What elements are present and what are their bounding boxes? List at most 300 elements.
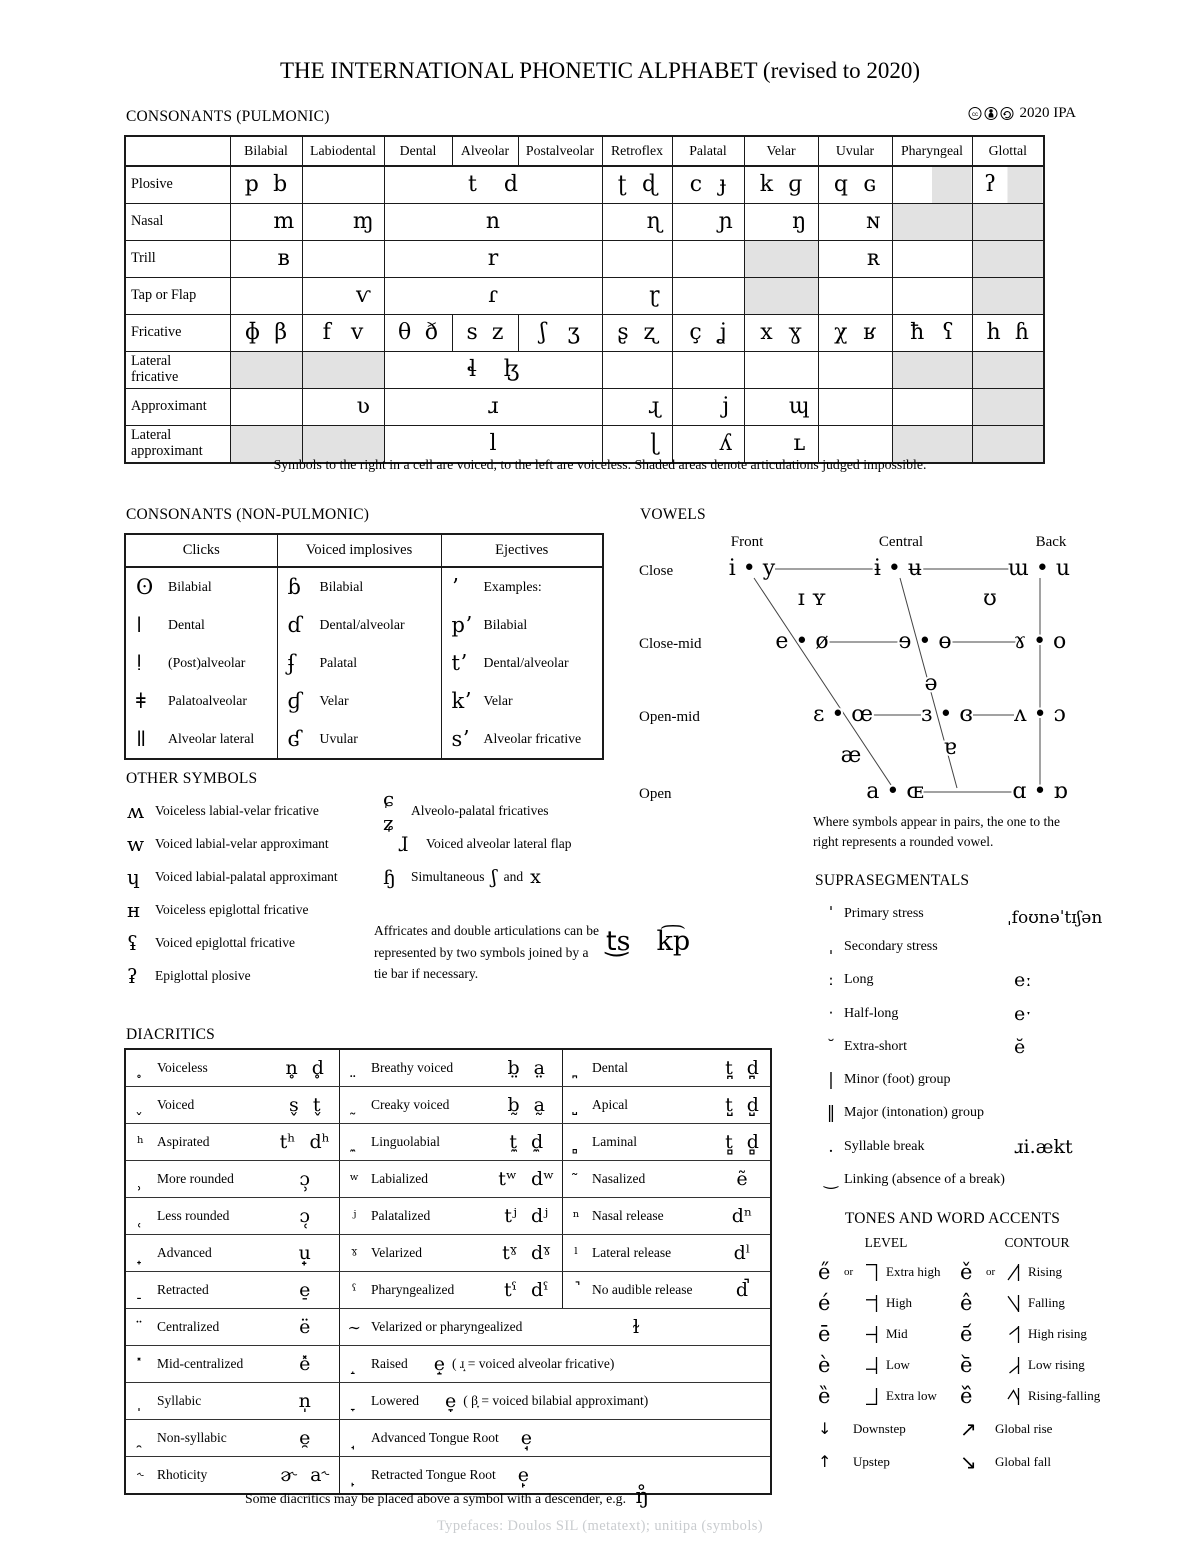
symbol-label: Examples: xyxy=(483,579,542,594)
pulmonic-column-header: Postalveolar xyxy=(518,136,602,166)
diacritic-mark: ̟ xyxy=(125,1235,155,1272)
ipa-symbol: ǃ xyxy=(136,651,143,675)
vowel-symbol: ɑ • ɒ xyxy=(1012,779,1068,804)
license-line xyxy=(968,105,1076,122)
diacritic-label: Nasal release xyxy=(590,1198,714,1235)
nonpulmonic-header-row xyxy=(125,534,603,567)
ipa-symbol: ʛ xyxy=(287,727,302,751)
diacritic-label: Advanced xyxy=(155,1235,271,1272)
suprasegmental-item xyxy=(818,1130,1130,1163)
symbol-label: Minor (foot) group xyxy=(844,1072,951,1088)
level-subheading: LEVEL xyxy=(864,1235,908,1250)
pulmonic-cell xyxy=(972,204,1044,241)
symbol-label: Palatoalveolar xyxy=(168,693,247,708)
diacritic-mark: ̃ xyxy=(562,1161,590,1198)
ipa-symbol: pʼ xyxy=(451,613,472,637)
pulmonic-cell-content xyxy=(745,204,818,240)
tone-example-letter: e̋ xyxy=(818,1260,831,1284)
tone-label: Global fall xyxy=(995,1453,1051,1469)
ipa-symbol: ʙ xyxy=(277,246,290,271)
ipa-symbol: n xyxy=(485,209,501,234)
diacritic-mark: ̬ xyxy=(125,1087,155,1124)
ipa-symbol: ɗ xyxy=(287,613,302,637)
vowel-backness-label: Central xyxy=(878,534,924,550)
diacritic-mark: ̤ xyxy=(339,1049,369,1087)
other-symbol-item xyxy=(127,926,379,959)
tone-row xyxy=(960,1257,1112,1287)
symbol-label: Primary stress xyxy=(844,905,924,921)
ipa-symbol: x xyxy=(530,865,541,888)
ipa-symbol: ʈ xyxy=(617,172,627,197)
diacritic-example: t̼ d̼ xyxy=(491,1124,562,1161)
diacritic-mark: ̩ xyxy=(125,1383,155,1420)
pulmonic-cell xyxy=(302,278,384,315)
pulmonic-cell xyxy=(892,389,972,426)
tone-arrow-icon: ↑ xyxy=(818,1452,832,1471)
diacritic-label: Aspirated xyxy=(155,1124,271,1161)
diacritic-label: Labialized xyxy=(369,1161,491,1198)
ipa-symbol: f xyxy=(322,320,331,345)
symbol-label: Voiced labial-palatal approximant xyxy=(155,868,338,884)
pulmonic-row xyxy=(125,352,1044,389)
pulmonic-row-label: Approximant xyxy=(125,389,230,426)
tone-low-icon xyxy=(864,1355,879,1376)
pulmonic-column-header: Pharyngeal xyxy=(892,136,972,166)
symbol-label: Voiced labial-velar approximant xyxy=(155,835,329,851)
pulmonic-cell-content xyxy=(819,167,892,203)
pulmonic-cell-content xyxy=(603,204,672,240)
symbol-label: Long xyxy=(844,972,874,988)
pulmonic-cell-content xyxy=(973,167,1044,203)
pulmonic-cell xyxy=(230,315,302,352)
pulmonic-cell xyxy=(602,352,672,389)
diacritic-mark: ⁿ xyxy=(562,1198,590,1235)
other-symbol-item xyxy=(127,860,379,893)
suprasegmental-item xyxy=(818,997,1130,1030)
diacritic-example: tʰ dʰ xyxy=(271,1124,339,1161)
diacritic-mark: ̝ xyxy=(339,1346,369,1383)
ipa-symbol: ʃ xyxy=(540,320,547,345)
ipa-symbol: sʼ xyxy=(451,727,469,751)
diacritic-mark: ˡ xyxy=(562,1235,590,1272)
pulmonic-cell xyxy=(818,204,892,241)
diacritic-example: e̙ xyxy=(517,1464,530,1486)
nonpulmonic-column-header: Ejectives xyxy=(441,534,603,567)
pulmonic-column-header: Velar xyxy=(744,136,818,166)
pulmonic-row-label: Trill xyxy=(125,241,230,278)
pulmonic-cell-content xyxy=(603,315,672,351)
tone-row xyxy=(960,1288,1112,1318)
diacritic-mark: ʲ xyxy=(339,1198,369,1235)
suprasegmental-item xyxy=(818,1063,1130,1096)
pulmonic-cell xyxy=(672,352,744,389)
symbol-label: Alveolar fricative xyxy=(483,731,582,746)
diacritic-example: e̽ xyxy=(271,1346,339,1383)
diacritics-row xyxy=(125,1420,771,1457)
or-text: or xyxy=(986,1266,996,1278)
pulmonic-cell xyxy=(302,204,384,241)
pulmonic-row xyxy=(125,278,1044,315)
nonpulmonic-cell-content xyxy=(127,651,276,675)
pulmonic-cell-content xyxy=(519,315,602,351)
pulmonic-cell-content xyxy=(303,389,384,425)
diacritic-label: Linguolabial xyxy=(369,1124,491,1161)
contour-subheading: CONTOUR xyxy=(1004,1235,1070,1250)
suprasegmental-mark: ‖ xyxy=(826,1103,836,1124)
ipa-symbol: ʝ xyxy=(718,320,727,345)
vowel-backness-label: Back xyxy=(1035,534,1067,550)
diacritic-mark: ̜ xyxy=(125,1198,155,1235)
diacritic-mark: ̯ xyxy=(125,1420,155,1457)
pulmonic-cell xyxy=(972,352,1044,389)
pulmonic-cell xyxy=(972,166,1044,204)
pulmonic-cell xyxy=(602,166,672,204)
symbol-label: Bilabial xyxy=(319,579,364,594)
tone-rising-falling-icon xyxy=(1006,1386,1021,1407)
symbol-label: Simultaneous xyxy=(411,868,485,884)
pulmonic-cell-content xyxy=(673,204,744,240)
pulmonic-row-label: Fricative xyxy=(125,315,230,352)
diacritic-note: ( ɹ̝ = voiced alveolar fricative) xyxy=(452,1356,615,1371)
nonpulmonic-row xyxy=(125,644,603,682)
pulmonic-column-header: Alveolar xyxy=(452,136,518,166)
diacritic-label: Dental xyxy=(590,1049,714,1087)
pulmonic-cell-content xyxy=(231,241,302,277)
diacritic-example: e̯ xyxy=(271,1420,339,1457)
diacritic-label: Raised xyxy=(371,1355,408,1371)
ipa-symbol: z xyxy=(491,320,504,345)
vowel-symbol: ɛ • œ xyxy=(812,702,874,727)
ipa-symbol: l xyxy=(489,431,497,456)
symbol-label: Linking (absence of a break) xyxy=(844,1172,1005,1188)
tone-label: Upstep xyxy=(853,1453,890,1469)
nonpulmonic-cell xyxy=(125,567,277,606)
pulmonic-column-header: Glottal xyxy=(972,136,1044,166)
ipa-symbol: ɸ xyxy=(244,320,261,345)
diacritic-label: Velarized xyxy=(369,1235,491,1272)
nonpulmonic-cell-content xyxy=(279,689,440,713)
pulmonic-corner-cell xyxy=(125,136,230,166)
nonpulmonic-cell-content xyxy=(443,689,602,713)
tone-extra-high-icon xyxy=(864,1262,879,1283)
suprasegmental-item xyxy=(818,930,1130,963)
ipa-symbol: ð xyxy=(424,320,438,345)
symbol-label: Voiceless labial-velar fricative xyxy=(155,802,319,818)
ipa-symbol: ʋ xyxy=(356,394,370,419)
diacritic-label: Breathy voiced xyxy=(369,1049,491,1087)
pulmonic-cell xyxy=(744,166,818,204)
vowel-diagram xyxy=(635,530,1090,815)
ipa-symbol: ǂ xyxy=(136,689,146,713)
ipa-symbol: ʒ xyxy=(567,320,580,345)
tone-label: Rising xyxy=(1028,1264,1062,1280)
vowel-height-label: Close xyxy=(639,563,674,579)
diacritic-wide-cell xyxy=(369,1309,771,1346)
pulmonic-cell xyxy=(672,389,744,426)
symbol-label: Velar xyxy=(319,693,349,708)
nonpulmonic-cell xyxy=(277,606,441,644)
typeface-footer: Typefaces: Doulos SIL (metatext); unitipa (symbols) xyxy=(436,1518,764,1534)
diacritic-label: Less rounded xyxy=(155,1198,271,1235)
pulmonic-cell xyxy=(384,352,602,389)
pulmonic-cell xyxy=(892,166,972,204)
pulmonic-cell-content xyxy=(231,315,302,351)
nonpulmonic-cell xyxy=(441,606,603,644)
pulmonic-cell xyxy=(384,278,602,315)
pulmonic-cell-content xyxy=(819,204,892,240)
diacritics-row xyxy=(125,1235,771,1272)
diacritics-heading: DIACRITICS xyxy=(126,1026,215,1043)
pulmonic-cell-content xyxy=(673,315,744,351)
ipa-symbol: ǁ xyxy=(136,727,147,751)
nonpulmonic-cell xyxy=(125,720,277,759)
diacritics-row xyxy=(125,1309,771,1346)
diacritic-example: u̟ xyxy=(271,1235,339,1272)
nonpulmonic-cell xyxy=(277,644,441,682)
nonpulmonic-column-header: Voiced implosives xyxy=(277,534,441,567)
cc-by-sa-icons xyxy=(968,106,1014,121)
diacritic-mark: ̽ xyxy=(125,1346,155,1383)
tone-label: High xyxy=(886,1295,912,1311)
diacritics-footnote xyxy=(124,1484,770,1508)
svg-text:cc: cc xyxy=(972,112,979,118)
diacritic-label: Velarized or pharyngealized xyxy=(371,1318,523,1334)
diacritic-wide-cell xyxy=(369,1346,771,1383)
pulmonic-cell-content xyxy=(745,389,818,425)
ipa-symbol: ʘ xyxy=(136,575,154,599)
suprasegmental-item xyxy=(818,1163,1130,1196)
ipa-symbol: ʎ xyxy=(719,431,732,456)
diacritic-mark: ∼ xyxy=(339,1309,369,1346)
suprasegmental-item xyxy=(818,1097,1130,1130)
pulmonic-cell xyxy=(972,241,1044,278)
pulmonic-cell xyxy=(230,241,302,278)
ipa-symbol: ɲ xyxy=(718,209,733,234)
diacritic-label: Palatalized xyxy=(369,1198,491,1235)
ipa-symbol: ʁ xyxy=(863,320,876,345)
nonpulmonic-cell-content xyxy=(443,651,602,675)
pulmonic-cell xyxy=(302,389,384,426)
tone-row xyxy=(818,1257,966,1287)
symbol-label: Palatal xyxy=(319,655,358,670)
suprasegmentals-heading: SUPRASEGMENTALS xyxy=(815,872,970,889)
diacritic-wide-content xyxy=(369,1427,770,1449)
diacritic-example: s̬ t̬ xyxy=(271,1087,339,1124)
tone-example-letter: e᷄ xyxy=(960,1322,973,1346)
ipa-symbol: x xyxy=(760,320,773,345)
diacritic-mark: ̻ xyxy=(562,1124,590,1161)
nonpulmonic-cell-content xyxy=(279,613,440,637)
diacritics-row xyxy=(125,1198,771,1235)
ipa-symbol: p xyxy=(244,172,259,197)
tie-bar-symbol: t͜s xyxy=(606,926,631,957)
ipa-symbol: j xyxy=(722,394,730,419)
ipa-symbol: ɹ xyxy=(487,394,499,419)
nonpulmonic-cell xyxy=(125,606,277,644)
tone-row xyxy=(818,1350,966,1380)
symbol-label: Syllable break xyxy=(844,1138,925,1154)
vowel-symbol: ɜ • ɞ xyxy=(921,702,973,727)
pulmonic-cell xyxy=(744,278,818,315)
tone-high-icon xyxy=(864,1293,879,1314)
ipa-symbol: ʟ xyxy=(793,431,806,456)
pulmonic-cell xyxy=(892,315,972,352)
suprasegmental-mark: ˌ xyxy=(828,936,834,957)
pulmonic-cell xyxy=(972,315,1044,352)
pulmonic-cell xyxy=(672,315,744,352)
vowel-symbol: ə xyxy=(924,671,938,696)
pulmonic-cell xyxy=(818,278,892,315)
ipa-symbol: χ xyxy=(834,320,848,345)
ipa-symbol: q xyxy=(833,172,848,197)
pulmonic-cell xyxy=(892,278,972,315)
diacritic-example: tʷ dʷ xyxy=(491,1161,562,1198)
ipa-symbol: ʍ xyxy=(127,798,145,823)
pulmonic-row xyxy=(125,166,1044,204)
pulmonic-cell xyxy=(892,241,972,278)
symbol-label: Alveolo-palatal fricatives xyxy=(411,802,549,818)
pulmonic-row xyxy=(125,204,1044,241)
diacritics-row xyxy=(125,1272,771,1309)
vowel-symbol: ʊ xyxy=(983,586,997,611)
diacritic-example: ɚ a˞ xyxy=(271,1457,339,1495)
nonpulmonic-cell xyxy=(441,720,603,759)
nonpulmonic-cell xyxy=(441,682,603,720)
tone-arrow-icon: ↓ xyxy=(818,1419,832,1438)
pulmonic-cell xyxy=(384,241,602,278)
tone-example-letter: ě xyxy=(960,1260,973,1284)
diacritic-example: n̥ d̥ xyxy=(271,1049,339,1087)
tone-row xyxy=(960,1319,1112,1349)
descender-example-symbol: ŋ̊ xyxy=(635,1484,649,1508)
pulmonic-row-label: Lateral fricative xyxy=(125,352,230,389)
pulmonic-column-header: Uvular xyxy=(818,136,892,166)
diacritic-example: dˡ xyxy=(714,1235,771,1272)
vowel-height-label: Open xyxy=(639,786,672,802)
ipa-symbol: ʔ xyxy=(984,172,997,197)
ipa-symbol: h xyxy=(986,320,1001,345)
tone-extra-row xyxy=(818,1446,966,1477)
pulmonic-row-label: Nasal xyxy=(125,204,230,241)
pulmonic-cell xyxy=(230,389,302,426)
ipa-symbol: ɓ xyxy=(287,575,301,599)
pulmonic-heading: CONSONANTS (PULMONIC) xyxy=(126,108,330,125)
vowel-note: Where symbols appear in pairs, the one to the right represents a rounded vowel. xyxy=(813,814,1061,849)
pulmonic-cell xyxy=(672,166,744,204)
ipa-symbol: ɱ xyxy=(352,209,374,234)
symbol-label: Uvular xyxy=(319,731,358,746)
other-symbol-item xyxy=(383,827,658,860)
tone-example-letter: e᷅ xyxy=(960,1353,973,1377)
diacritic-example: t̪ d̪ xyxy=(714,1049,771,1087)
tone-label: Low xyxy=(886,1357,910,1373)
nonpulmonic-column-header: Clicks xyxy=(125,534,277,567)
pulmonic-cell-content xyxy=(603,167,672,203)
diacritics-row xyxy=(125,1346,771,1383)
pulmonic-cell-content xyxy=(303,204,384,240)
diacritic-mark: ʷ xyxy=(339,1161,369,1198)
ipa-symbol: ɢ xyxy=(863,172,877,197)
pulmonic-cell xyxy=(384,204,602,241)
ipa-symbol: v xyxy=(350,320,364,345)
ipa-symbol: ɴ xyxy=(866,209,881,234)
tone-arrow-icon: ↘ xyxy=(960,1449,977,1474)
pulmonic-cell xyxy=(302,166,384,204)
symbol-label: Bilabial xyxy=(483,617,528,632)
tone-label: Low rising xyxy=(1028,1357,1085,1373)
vowel-symbol: ɨ • ʉ xyxy=(873,556,923,581)
diacritic-example: d̚ xyxy=(714,1272,771,1309)
diacritic-example: dⁿ xyxy=(714,1198,771,1235)
pulmonic-cell xyxy=(972,278,1044,315)
symbol-label: Half-long xyxy=(844,1005,899,1021)
symbol-label: Dental/alveolar xyxy=(319,617,405,632)
diacritic-wide-content xyxy=(369,1316,770,1338)
ipa-symbol: ɡ xyxy=(788,172,803,197)
pulmonic-cell xyxy=(602,204,672,241)
tone-label: Extra low xyxy=(886,1388,937,1404)
diacritic-label: Non-syllabic xyxy=(155,1420,271,1457)
ipa-symbol: ɣ xyxy=(788,320,802,345)
diacritic-mark: ̼ xyxy=(339,1124,369,1161)
pulmonic-cell xyxy=(602,278,672,315)
license-text: 2020 IPA xyxy=(1019,105,1076,121)
ipa-symbol: s xyxy=(466,320,478,345)
pulmonic-cell-content xyxy=(231,167,302,203)
pulmonic-cell-content xyxy=(385,278,602,314)
other-symbol-item xyxy=(383,860,658,893)
diacritic-mark: ̈ xyxy=(125,1309,155,1346)
ipa-symbol: ɥ xyxy=(127,864,140,889)
pulmonic-cell xyxy=(818,166,892,204)
diacritics-row xyxy=(125,1383,771,1420)
ipa-symbol: c xyxy=(689,172,703,197)
pulmonic-cell-content xyxy=(385,167,602,203)
nonpulmonic-cell xyxy=(441,644,603,682)
nonpulmonic-cell xyxy=(277,682,441,720)
pulmonic-cell xyxy=(744,204,818,241)
diacritics-row xyxy=(125,1161,771,1198)
ipa-symbol: ɟ xyxy=(719,172,727,197)
tone-extra-row xyxy=(960,1413,1112,1444)
pulmonic-cell xyxy=(602,241,672,278)
nonpulmonic-cell-content xyxy=(279,575,440,599)
tone-example-letter: ȅ xyxy=(818,1384,831,1408)
tone-label: Rising-falling xyxy=(1028,1388,1101,1404)
symbol-label: Voiceless epiglottal fricative xyxy=(155,901,309,917)
pulmonic-cell xyxy=(518,315,602,352)
ipa-symbol: ʡ xyxy=(127,963,138,988)
ipa-symbol: ɕ ʑ xyxy=(383,786,395,835)
pulmonic-cell xyxy=(818,315,892,352)
symbol-label: (Post)alveolar xyxy=(168,655,246,670)
pulmonic-row xyxy=(125,241,1044,278)
nonpulmonic-cell-content xyxy=(127,727,276,751)
tone-row xyxy=(818,1288,966,1318)
pulmonic-row xyxy=(125,315,1044,352)
tie-bar-examples xyxy=(606,926,690,957)
symbol-label: Voiced epiglottal fricative xyxy=(155,934,295,950)
ipa-symbol: ʃ xyxy=(491,865,497,888)
other-symbol-item xyxy=(127,827,379,860)
tone-label: High rising xyxy=(1028,1326,1087,1342)
diacritic-example: tˠ dˠ xyxy=(491,1235,562,1272)
ipa-symbol: m xyxy=(273,209,295,234)
pulmonic-cell xyxy=(230,278,302,315)
suprasegmental-example: ɹi.ækt xyxy=(1014,1135,1073,1158)
diacritic-mark: ̹ xyxy=(125,1161,155,1198)
contour-tones-list xyxy=(960,1257,1112,1477)
